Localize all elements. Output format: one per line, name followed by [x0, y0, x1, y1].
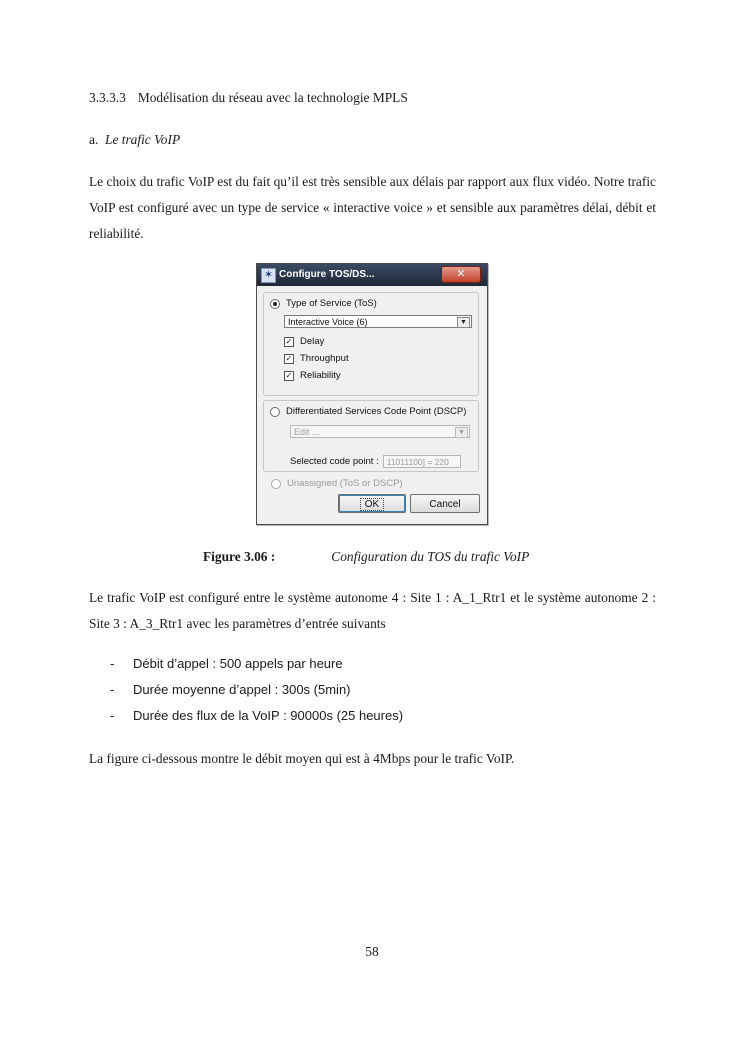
tos-radio[interactable]: [270, 298, 377, 309]
figure-caption: [203, 549, 529, 565]
config-paragraph: Le trafic VoIP est configuré entre le système autonome 4 : Site 1 : A_1_Rtr1 et le système autonome 2 : Site 3 : A_3_Rtr1 avec les paramètres d’entrée suivants: [89, 590, 656, 631]
subsection-letter: a.: [89, 132, 99, 147]
list-item: [110, 706, 403, 732]
tos-select-value: Interactive Voice (6): [288, 317, 368, 327]
tos-group: [263, 292, 479, 396]
checkbox-checked-icon: ✓: [285, 336, 293, 346]
list-item: [110, 680, 403, 706]
figure-label: Figure 3.06 :: [203, 549, 276, 564]
delay-checkbox[interactable]: [284, 336, 324, 347]
throughput-label: Throughput: [300, 353, 349, 364]
radio-selected-icon: [270, 299, 280, 309]
list-item-text: Débit d’appel : 500 appels par heure: [133, 656, 343, 671]
dscp-select-value: Edit ...: [294, 427, 320, 437]
reliability-label: Reliability: [300, 370, 341, 381]
dash: -: [110, 682, 115, 697]
dscp-radio-label: Differentiated Services Code Point (DSCP): [286, 406, 467, 417]
dash: -: [110, 656, 115, 671]
dscp-radio[interactable]: [270, 406, 466, 417]
dialog-title: Configure TOS/DS...: [279, 269, 375, 280]
configure-tos-dialog: [256, 263, 488, 525]
unassigned-label: Unassigned (ToS or DSCP): [287, 478, 403, 489]
tos-radio-label: Type of Service (ToS): [286, 298, 377, 309]
app-icon: ✶: [261, 268, 276, 283]
list-item-text: Durée moyenne d’appel : 300s (5min): [133, 682, 351, 697]
cancel-button[interactable]: Cancel: [410, 494, 480, 513]
section-number: 3.3.3.3: [89, 90, 126, 105]
chevron-down-icon[interactable]: ▼: [455, 427, 468, 438]
subsection-title: Le trafic VoIP: [105, 132, 181, 147]
closing-paragraph: La figure ci-dessous montre le débit moyen qui est à 4Mbps pour le trafic VoIP.: [89, 751, 515, 766]
list-item-text: Durée des flux de la VoIP : 90000s (25 heures): [133, 708, 404, 723]
section-heading: [89, 90, 408, 106]
reliability-checkbox[interactable]: [284, 370, 341, 381]
intro-paragraph: Le choix du trafic VoIP est du fait qu’il est très sensible aux délais par rapport aux flux vidéo. Notre trafic VoIP est configuré avec un type de service « interactive voice » et sensible aux paramètres délai, débit et reliabilité.: [89, 174, 656, 241]
figure-caption-text: Configuration du TOS du trafic VoIP: [331, 549, 530, 564]
delay-label: Delay: [300, 336, 325, 347]
radio-unselected-icon: [270, 407, 280, 417]
close-button[interactable]: ✕: [441, 266, 481, 283]
section-title: Modélisation du réseau avec la technologie MPLS: [137, 90, 408, 105]
checkbox-checked-icon: ✓: [285, 353, 293, 363]
throughput-checkbox[interactable]: [284, 353, 349, 364]
dscp-group: [263, 400, 479, 472]
subsection-heading: [89, 132, 180, 148]
dialog-titlebar: [257, 264, 487, 286]
ok-label: OK: [361, 499, 383, 510]
page-number: 58: [365, 944, 379, 959]
dscp-select[interactable]: [290, 425, 470, 438]
dash: -: [110, 708, 115, 723]
radio-unselected-icon: [271, 479, 281, 489]
ok-button[interactable]: [338, 494, 406, 513]
unassigned-radio[interactable]: [271, 478, 403, 489]
code-point-field[interactable]: 11011100] = 220: [383, 455, 461, 468]
chevron-down-icon[interactable]: ▼: [457, 317, 470, 328]
tos-select[interactable]: [284, 315, 472, 328]
code-point-label: Selected code point :: [290, 456, 379, 467]
checkbox-checked-icon: ✓: [285, 370, 293, 380]
parameter-list: [110, 654, 403, 732]
code-point-row: [290, 455, 461, 468]
list-item: [110, 654, 403, 680]
